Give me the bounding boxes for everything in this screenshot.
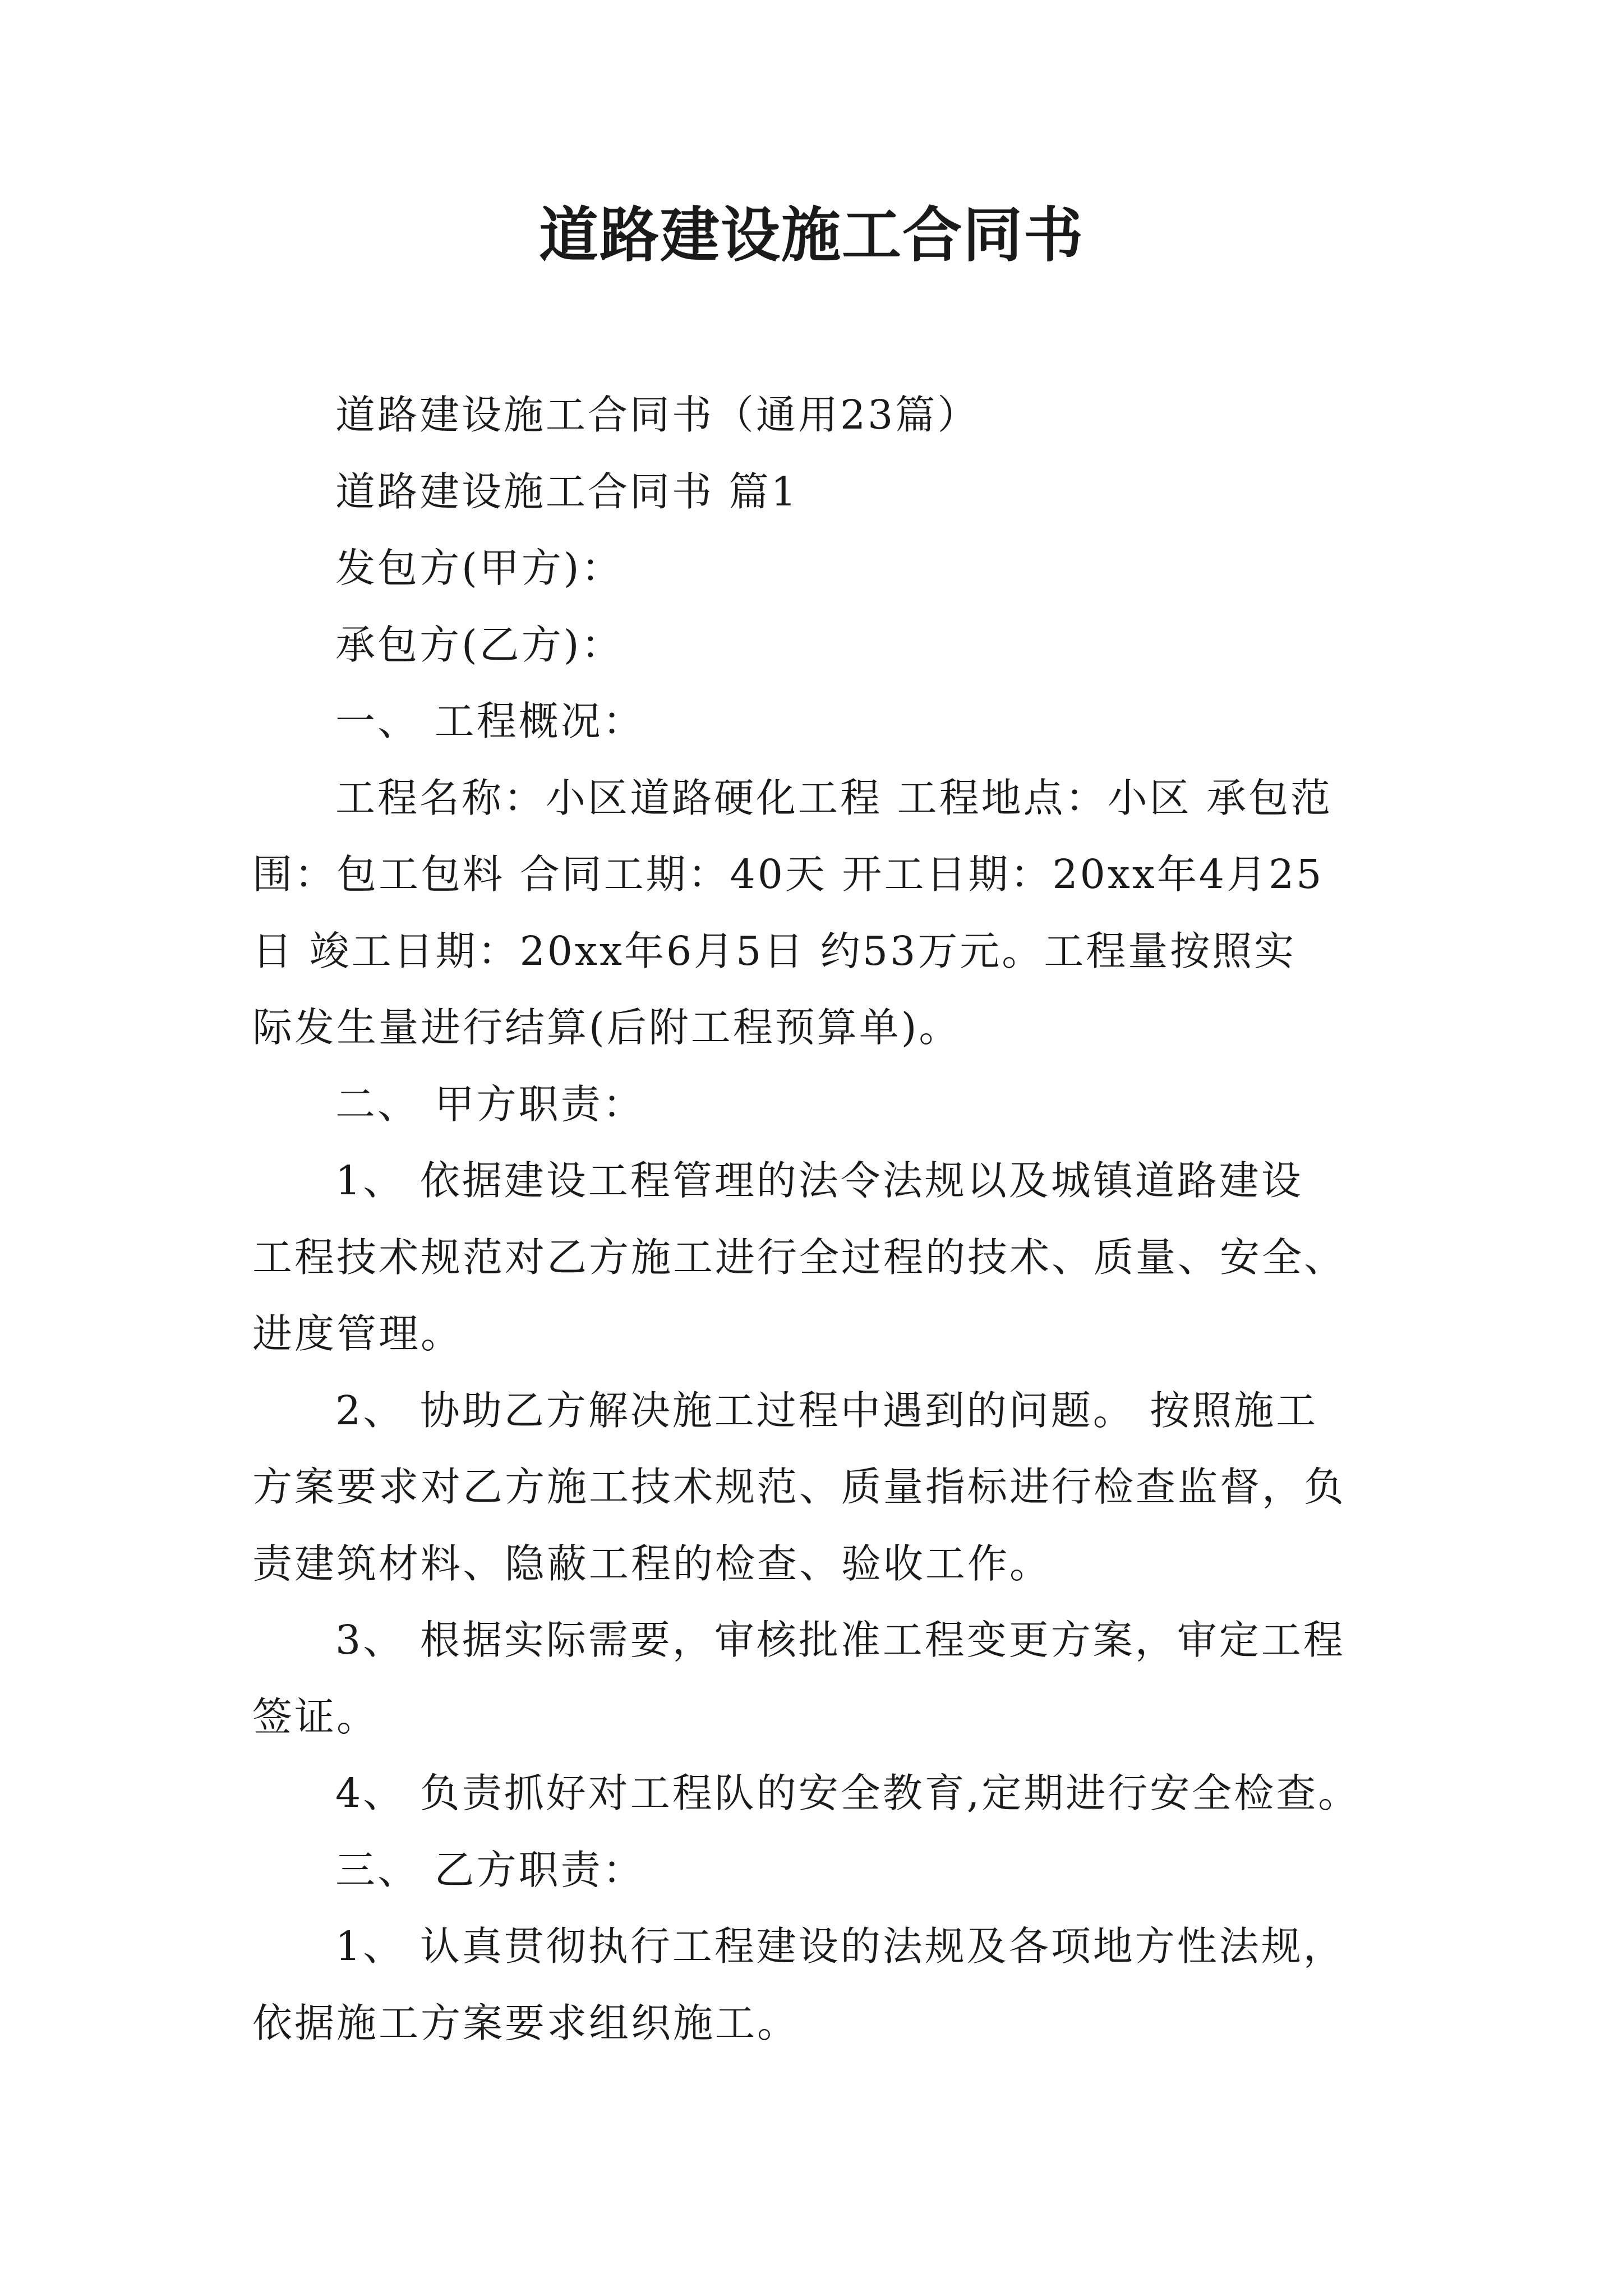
paragraph-line: 签证。 xyxy=(252,1693,379,1740)
paragraph-line: 依据施工方案要求组织施工。 xyxy=(252,1999,800,2046)
subtitle-line: 道路建设施工合同书（通用23篇） xyxy=(335,392,980,438)
clause-heading-project-overview: 一、 工程概况： xyxy=(335,698,645,744)
paragraph-line: 围：包工包料 合同工期：40天 开工日期：20xx年4月25 xyxy=(252,851,1324,898)
paragraph-line: 方案要求对乙方施工技术规范、质量指标进行检查监督，负 xyxy=(252,1464,1347,1510)
clause-heading-party-a-duties: 二、 甲方职责： xyxy=(335,1080,645,1128)
paragraph-line: 工程技术规范对乙方施工进行全过程的技术、质量、安全、 xyxy=(252,1234,1347,1281)
section-heading-part1: 道路建设施工合同书 篇1 xyxy=(335,468,799,515)
paragraph-line: 2、 协助乙方解决施工过程中遇到的问题。 按照施工 xyxy=(335,1387,1318,1434)
clause-heading-party-b-duties: 三、 乙方职责： xyxy=(335,1846,645,1893)
paragraph-line: 进度管理。 xyxy=(252,1310,463,1357)
paragraph-line: 4、 负责抓好对工程队的安全教育,定期进行安全检查。 xyxy=(335,1770,1361,1816)
paragraph-line: 工程名称：小区道路硬化工程 工程地点：小区 承包范 xyxy=(335,774,1333,821)
party-a-line: 发包方(甲方)： xyxy=(335,545,624,591)
paragraph-line: 责建筑材料、隐蔽工程的检查、验收工作。 xyxy=(252,1540,1052,1587)
document-body xyxy=(252,377,1396,2062)
paragraph-line: 日 竣工日期：20xx年6月5日 约53万元。工程量按照实 xyxy=(252,927,1297,974)
paragraph-line: 1、 认真贯彻执行工程建设的法规及各项地方性法规， xyxy=(335,1923,1345,1970)
paragraph-line: 3、 根据实际需要，审核批准工程变更方案，审定工程 xyxy=(335,1617,1345,1663)
paragraph-line: 1、 依据建设工程管理的法令法规以及城镇道路建设 xyxy=(335,1157,1303,1204)
paragraph-line: 际发生量进行结算(后附工程预算单)。 xyxy=(252,1004,961,1051)
document-title: 道路建设施工合同书 xyxy=(539,201,1084,270)
party-b-line: 承包方(乙方)： xyxy=(335,621,624,668)
